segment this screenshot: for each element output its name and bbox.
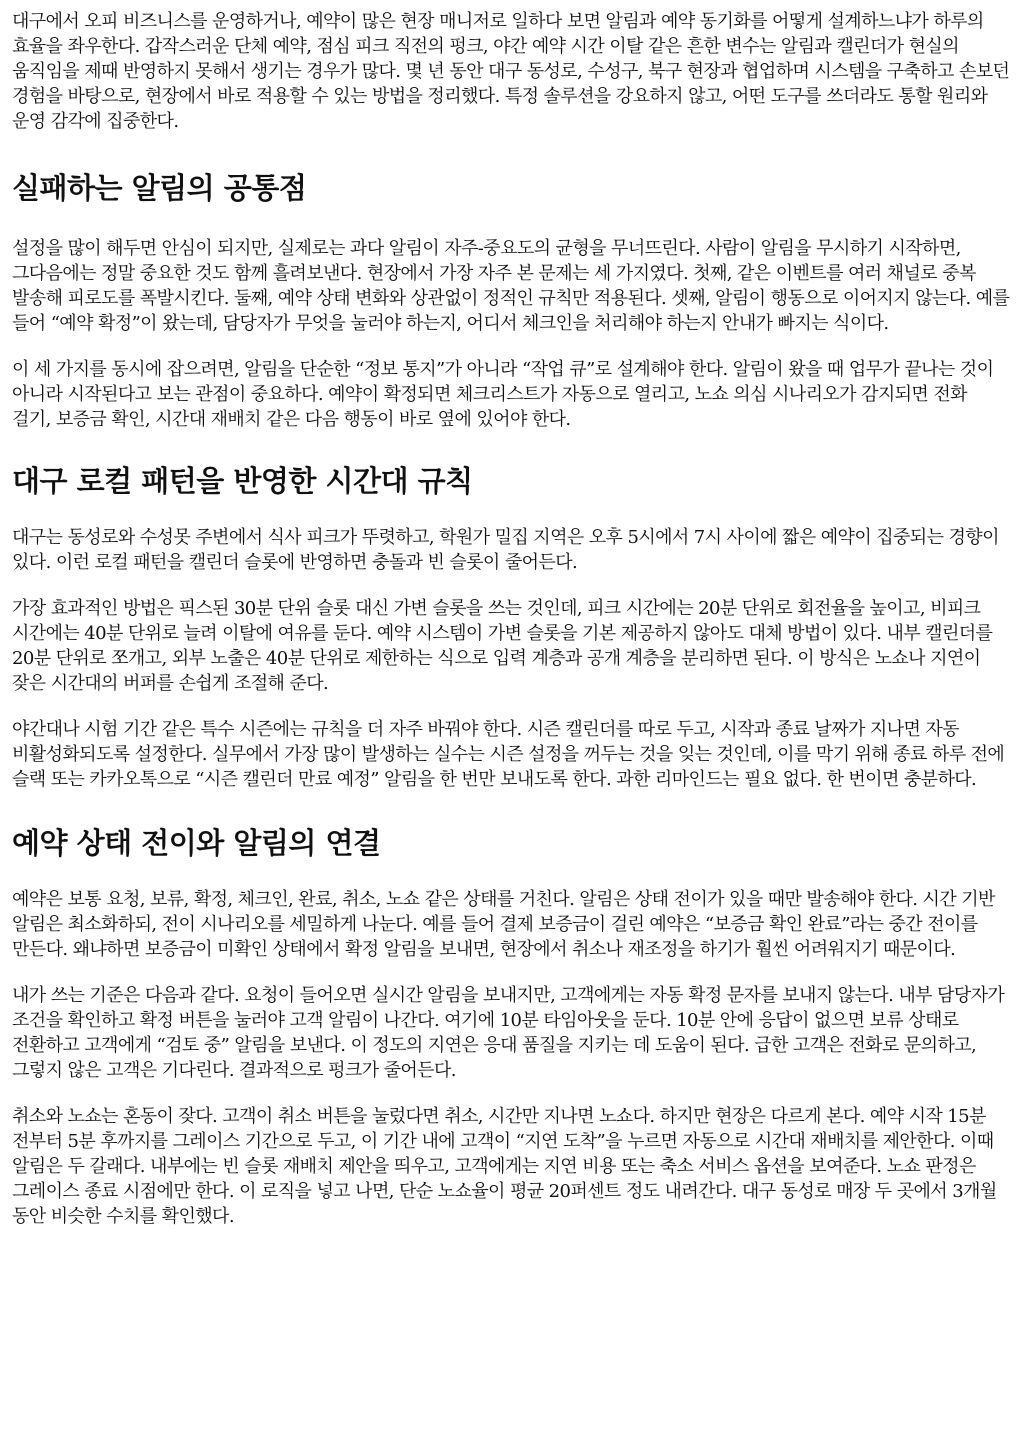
intro-paragraph: 대구에서 오피 비즈니스를 운영하거나, 예약이 많은 현장 매니저로 일하다 보면 알림과 예약 동기화를 어떻게 설계하느냐가 하루의 효율을 좌우한다. 갑작스러운 단체 예약, 점심 피크 직전의 펑크, 야간 예약 시간 이탈 같은 흔한 변수는 알림과 캘린더가 현실의 움직임을 제때 반영하지 못해서 생기는 경우가 많다. 몇 년 동안 대구 동성로, 수성구, 북구 현장과 협업하며 시스템을 구축하고 손보던 경험을 바탕으로, 현장에서 바로 적용할 수 있는 방법을 정리했다. 특정 솔루션을 강요하지 않고, 어떤 도구를 쓰더라도 통할 원리와 운영 감각에 집중한다.: [12, 11, 1010, 132]
body-paragraph: 취소와 노쇼는 혼동이 잦다. 고객이 취소 버튼을 눌렀다면 취소, 시간만 지나면 노쇼다. 하지만 현장은 다르게 본다. 예약 시작 15분 전부터 5분 후까지를 그레이스 기간으로 두고, 이 기간 내에 고객이 “지연 도착”을 누르면 자동으로 시간대 재배치를 제안한다. 이때 알림은 두 갈래다. 내부에는 빈 슬롯 재배치 제안을 띄우고, 고객에게는 지연 비용 또는 축소 서비스 옵션을 보여준다. 노쇼 판정은 그레이스 종료 시점에만 한다. 이 로직을 넣고 나면, 단순 노쇼율이 평균 20퍼센트 정도 내려간다. 대구 동성로 매장 두 곳에서 3개월 동안 비슷한 수치를 확인했다.: [12, 1106, 997, 1227]
body-paragraph: 설정을 많이 해두면 안심이 되지만, 실제로는 과다 알림이 자주-중요도의 균형을 무너뜨린다. 사람이 알림을 무시하기 시작하면, 그다음에는 정말 중요한 것도 함께 흘려보낸다. 현장에서 가장 자주 본 문제는 세 가지였다. 첫째, 같은 이벤트를 여러 채널로 중복 발송해 피로도를 폭발시킨다. 둘째, 예약 상태 변화와 상관없이 정적인 규칙만 적용된다. 셋째, 알림이 행동으로 이어지지 않는다. 예를 들어 “예약 확정”이 왔는데, 담당자가 무엇을 눌러야 하는지, 어디서 체크인을 처리해야 하는지 안내가 빠지는 식이다.: [12, 238, 1010, 334]
section-heading: 실패하는 알림의 공통점: [12, 171, 307, 205]
body-paragraph: 가장 효과적인 방법은 픽스된 30분 단위 슬롯 대신 가변 슬롯을 쓰는 것인데, 피크 시간에는 20분 단위로 회전율을 높이고, 비피크 시간에는 40분 단위로 늘려 이탈에 여유를 둔다. 예약 시스템이 가변 슬롯을 기본 제공하지 않아도 대체 방법이 있다. 내부 캘린더를 20분 단위로 쪼개고, 외부 노출은 40분 단위로 제한하는 식으로 입력 계층과 공개 계층을 분리하면 된다. 이 방식은 노쇼나 지연이 잦은 시간대의 버퍼를 손쉽게 조절해 준다.: [12, 598, 993, 694]
article: [12, 0, 1010, 1229]
body-paragraph: 내가 쓰는 기준은 다음과 같다. 요청이 들어오면 실시간 알림을 보내지만, 고객에게는 자동 확정 문자를 보내지 않는다. 내부 담당자가 조건을 확인하고 확정 버튼을 눌러야 고객 알림이 나간다. 여기에 10분 타임아웃을 둔다. 10분 안에 응답이 없으면 보류 상태로 전환하고 고객에게 “검토 중” 알림을 보낸다. 이 정도의 지연은 응대 품질을 지키는 데 도움이 된다. 급한 고객은 전화로 문의하고, 그렇지 않은 고객은 기다린다. 결과적으로 펑크가 줄어든다.: [12, 985, 1005, 1081]
section-failing-notifications: [12, 170, 1010, 432]
body-paragraph: 이 세 가지를 동시에 잡으려면, 알림을 단순한 “정보 통지”가 아니라 “작업 큐”로 설계해야 한다. 알림이 왔을 때 업무가 끝나는 것이 아니라 시작된다고 보는 관점이 중요하다. 예약이 확정되면 체크리스트가 자동으로 열리고, 노쇼 의심 시나리오가 감지되면 전화 걸기, 보증금 확인, 시간대 재배치 같은 다음 행동이 바로 옆에 있어야 한다.: [12, 359, 994, 430]
section-heading: 예약 상태 전이와 알림의 연결: [12, 826, 381, 860]
body-paragraph: 예약은 보통 요청, 보류, 확정, 체크인, 완료, 취소, 노쇼 같은 상태를 거친다. 알림은 상태 전이가 있을 때만 발송해야 한다. 시간 기반 알림은 최소화하되, 전이 시나리오를 세밀하게 나눈다. 예를 들어 결제 보증금이 걸린 예약은 “보증금 확인 완료”라는 중간 전이를 만든다. 왜냐하면 보증금이 미확인 상태에서 확정 알림을 보내면, 현장에서 취소나 재조정을 하기가 훨씬 어려워지기 때문이다.: [12, 889, 995, 960]
section-state-transitions: [12, 825, 1010, 1229]
section-local-time-rules: [12, 463, 1010, 792]
body-paragraph: 야간대나 시험 기간 같은 특수 시즌에는 규칙을 더 자주 바꿔야 한다. 시즌 캘린더를 따로 두고, 시작과 종료 날짜가 지나면 자동 비활성화되도록 설정한다. 실무에서 가장 많이 발생하는 실수는 시즌 설정을 꺼두는 것을 잊는 것인데, 이를 막기 위해 종료 하루 전에 슬랙 또는 카카오톡으로 “시즌 캘린더 만료 예정” 알림을 한 번만 보내도록 한다. 과한 리마인드는 필요 없다. 한 번이면 충분하다.: [12, 719, 1005, 790]
section-heading: 대구 로컬 패턴을 반영한 시간대 규칙: [12, 464, 473, 498]
body-paragraph: 대구는 동성로와 수성못 주변에서 식사 피크가 뚜렷하고, 학원가 밀집 지역은 오후 5시에서 7시 사이에 짧은 예약이 집중되는 경향이 있다. 이런 로컬 패턴을 캘린더 슬롯에 반영하면 충돌과 빈 슬롯이 줄어든다.: [12, 527, 999, 573]
